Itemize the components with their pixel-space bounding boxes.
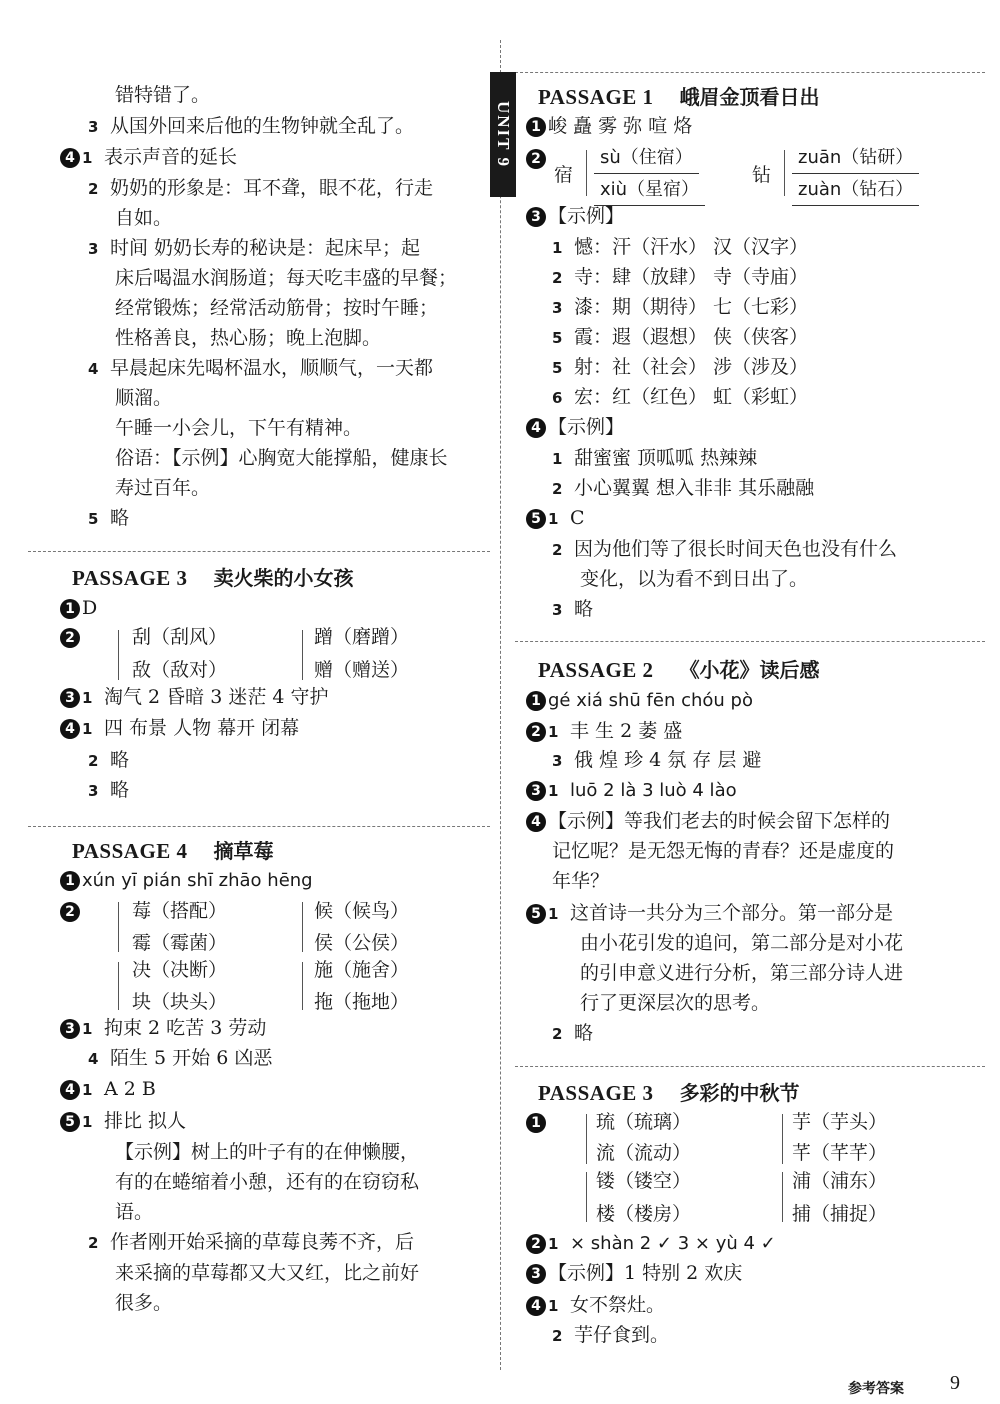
answer-line: 2 — [60, 896, 82, 926]
answer-line: 3 略 — [552, 598, 594, 620]
answer-line: 床后喝温水润肠道；每天吃丰盛的早餐； — [115, 267, 458, 289]
answer-line: 2 奶奶的形象是：耳不聋，眼不花，行走 — [88, 177, 434, 199]
answer-line: 4 陌生 5 开始 6 凶恶 — [88, 1047, 273, 1069]
answer-line: 侯（公侯） — [314, 932, 410, 954]
right-column — [500, 0, 1000, 1404]
answer-line: 敌（敌对） — [132, 659, 228, 681]
answer-line: 拖（拖地） — [314, 991, 410, 1013]
bracket — [782, 1114, 783, 1164]
answer-line: 3 俄 煌 珍 4 氛 存 层 避 — [552, 749, 762, 771]
footer-label: 参考答案 — [848, 1381, 904, 1397]
polyphone-char: 钻 — [752, 164, 772, 186]
bracket — [586, 1114, 587, 1164]
answer-line: 流（流动） — [596, 1142, 692, 1164]
answer-line: 顺溜。 — [115, 387, 173, 409]
answer-line: 3 1 淘气 2 昏暗 3 迷茫 4 守护 — [60, 682, 329, 713]
answer-line: 有的在蜷缩着小憩，还有的在窃窃私 — [115, 1171, 420, 1193]
answer-line: zuàn（钻石） — [792, 174, 919, 206]
bracket — [118, 630, 119, 680]
answer-line: 2 略 — [552, 1022, 594, 1044]
answer-line: 2 略 — [88, 749, 130, 771]
polyphone-char: 宿 — [554, 164, 574, 186]
answer-line: 3 【示例】1 特别 2 欢庆 — [526, 1258, 742, 1288]
answer-line: 3 从国外回来后他的生物钟就全乱了。 — [88, 115, 415, 137]
passage-heading: PASSAGE 3 多彩的中秋节 — [538, 1081, 800, 1105]
answer-line: 记忆呢？是无怨无悔的青春？还是虚度的 — [552, 840, 895, 862]
bracket — [586, 150, 587, 196]
answer-line: 1 峻 矗 雾 弥 喧 烙 — [526, 111, 692, 141]
answer-line: 2 小心翼翼 想入非非 其乐融融 — [552, 477, 815, 499]
answer-line: 芋（芋头） — [792, 1111, 888, 1133]
bracket — [118, 902, 119, 952]
answer-line: 4 早晨起床先喝杯温水，顺顺气，一天都 — [88, 357, 434, 379]
answer-line: 莓（搭配） — [132, 900, 228, 922]
answer-line: 捕（捕捉） — [792, 1203, 888, 1225]
answer-line: 6 宏：红（红色） 虹（彩虹） — [552, 386, 809, 408]
answer-line: 浦（浦东） — [792, 1170, 888, 1192]
answer-line: 1 憾：汗（汗水） 汉（汉字） — [552, 236, 809, 258]
answer-line: 霉（霉菌） — [132, 932, 228, 954]
bracket — [784, 150, 785, 196]
answer-line: 3 【示例】 — [526, 201, 624, 231]
bracket — [586, 1172, 587, 1222]
answer-line: 由小花引发的追问，第二部分是对小花 — [580, 932, 904, 954]
passage-heading: PASSAGE 3 卖火柴的小女孩 — [72, 566, 354, 590]
answer-line: 经常锻炼；经常活动筋骨；按时午睡； — [115, 297, 439, 319]
answer-line: 楼（楼房） — [596, 1203, 692, 1225]
answer-line: 的引申意义进行分析，第三部分诗人进 — [580, 962, 904, 984]
answer-line: 【示例】树上的叶子有的在伸懒腰， — [115, 1141, 420, 1163]
answer-line: 4 1 A 2 B — [60, 1074, 156, 1105]
answer-line: 俗语：【示例】心胸宽大能撑船，健康长 — [115, 447, 448, 469]
answer-line: 决（决断） — [132, 959, 228, 981]
answer-line: 4 1 表示声音的延长 — [60, 142, 237, 173]
answer-line: 2 1 丰 生 2 萎 盛 — [526, 716, 682, 747]
answer-line: 2 — [60, 622, 82, 652]
answer-line: 刮（刮风） — [132, 626, 228, 648]
answer-line: 琉（琉璃） — [596, 1111, 692, 1133]
answer-line: sù（住宿） — [594, 142, 699, 174]
answer-line: xiù（星宿） — [594, 174, 705, 206]
answer-line: 5 1 排比 拟人 — [60, 1106, 186, 1137]
answer-line: 赠（赠送） — [314, 659, 410, 681]
answer-line: 2 芋仔食到。 — [552, 1324, 670, 1346]
answer-line: 3 1 拘束 2 吃苦 3 劳动 — [60, 1013, 266, 1044]
answer-line: 块（块头） — [132, 991, 228, 1013]
bracket — [302, 962, 303, 1010]
answer-line: 自如。 — [115, 207, 173, 229]
answer-line: 4 1 女不祭灶。 — [526, 1290, 665, 1321]
answer-line: 1 甜蜜蜜 顶呱呱 热辣辣 — [552, 447, 758, 469]
answer-line: 2 作者刚开始采摘的草莓良莠不齐，后 — [88, 1231, 415, 1253]
answer-line: 来采摘的草莓都又大又红，比之前好 — [115, 1262, 420, 1284]
answer-line: zuān（钻研） — [792, 142, 919, 174]
answer-line: 4 1 四 布景 人物 幕开 闭幕 — [60, 713, 299, 744]
passage-heading: PASSAGE 4 摘草莓 — [72, 839, 274, 863]
answer-line: 2 1 × shàn 2 ✓ 3 × yù 4 ✓ — [526, 1228, 776, 1259]
answer-line: 1 D — [60, 593, 97, 623]
bracket — [302, 902, 303, 952]
answer-line: 3 略 — [88, 779, 130, 801]
answer-line: 2 因为他们等了很长时间天色也没有什么 — [552, 538, 898, 560]
page-number: 9 — [950, 1372, 960, 1394]
answer-line: 1 gé xiá shū fēn chóu pò — [526, 685, 753, 716]
answer-line: 语。 — [115, 1201, 154, 1223]
answer-line: 4 【示例】 — [526, 412, 624, 442]
answer-line: 3 时间 奶奶长寿的秘诀是：起床早；起 — [88, 237, 421, 259]
bracket — [782, 1172, 783, 1222]
answer-line: 5 1 这首诗一共分为三个部分。第一部分是 — [526, 898, 893, 929]
passage-heading: PASSAGE 1 峨眉金顶看日出 — [538, 85, 820, 109]
unit-label: UNIT 9 — [494, 101, 513, 168]
answer-line: 寿过百年。 — [115, 477, 211, 499]
answer-line: 镂（镂空） — [596, 1170, 692, 1192]
answer-line: 4 【示例】等我们老去的时候会留下怎样的 — [526, 806, 890, 836]
answer-line: 错特错了。 — [115, 84, 211, 106]
answer-line: 2 寺：肆（放肆） 寺（寺庙） — [552, 266, 809, 288]
answer-line: 蹭（磨蹭） — [314, 626, 410, 648]
answer-line: 5 射：社（社会） 涉（涉及） — [552, 356, 809, 378]
answer-line: 2 — [526, 143, 548, 173]
passage-heading: PASSAGE 2 《小花》读后感 — [538, 658, 820, 682]
answer-line: 行了更深层次的思考。 — [580, 992, 771, 1014]
answer-line: 3 漆：期（期待） 七（七彩） — [552, 296, 809, 318]
answer-line: 午睡一小会儿，下午有精神。 — [115, 417, 363, 439]
answer-line: 候（候鸟） — [314, 900, 410, 922]
answer-line: 很多。 — [115, 1292, 173, 1314]
answer-line: 5 略 — [88, 507, 130, 529]
answer-line: 3 1 luō 2 là 3 luò 4 lào — [526, 775, 737, 806]
answer-line: 施（施舍） — [314, 959, 410, 981]
bracket — [118, 962, 119, 1010]
answer-line: 性格善良，热心肠；晚上泡脚。 — [115, 327, 382, 349]
answer-line: 5 霞：遐（遐想） 侠（侠客） — [552, 326, 809, 348]
answer-line: 5 1 C — [526, 503, 585, 534]
bracket — [302, 630, 303, 680]
answer-line: 芊（芊芊） — [792, 1142, 888, 1164]
answer-line: 变化，以为看不到日出了。 — [580, 568, 809, 590]
answer-line: 1 — [526, 1107, 548, 1137]
answer-line: 年华？ — [552, 870, 610, 892]
answer-line: 1 xún yī pián shī zhāo hēng — [60, 865, 313, 896]
